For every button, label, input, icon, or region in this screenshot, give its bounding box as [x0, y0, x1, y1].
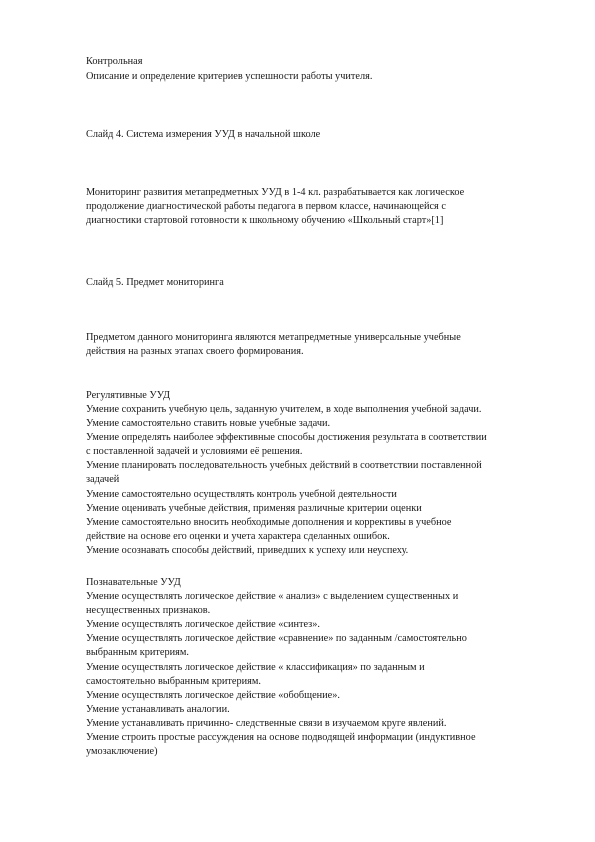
document-title: Контрольная	[86, 56, 143, 67]
regulatory-heading: Регулятивные УУД	[86, 390, 170, 401]
regulatory-line: Умение планировать последовательность учебных действий в соответствии поставленной	[86, 460, 482, 471]
slide5-paragraph-line: Предметом данного мониторинга являются метапредметные универсальные учебные	[86, 332, 461, 343]
slide4-paragraph-line: диагностики стартовой готовности к школьному обучению «Школьный старт»[1]	[86, 215, 444, 226]
regulatory-line: Умение определять наиболее эффективные способы достижения результата в соответствии	[86, 432, 487, 443]
regulatory-line: Умение осознавать способы действий, приведших к успеху или неуспеху.	[86, 545, 409, 556]
slide4-paragraph-line: Мониторинг развития метапредметных УУД в 1-4 кл. разрабатывается как логическое	[86, 187, 465, 198]
slide5-heading: Слайд 5. Предмет мониторинга	[86, 277, 224, 288]
regulatory-line: действие на основе его оценки и учета характера сделанных ошибок.	[86, 531, 390, 542]
cognitive-line: несущественных признаков.	[86, 605, 211, 616]
cognitive-line: Умение устанавливать причинно- следственные связи в изучаемом круге явлений.	[86, 718, 447, 729]
slide5-paragraph-line: действия на разных этапах своего формирования.	[86, 346, 304, 357]
regulatory-line: Умение сохранить учебную цель, заданную учителем, в ходе выполнения учебной задачи.	[86, 404, 482, 415]
regulatory-line: с поставленной задачей и условиями её решения.	[86, 446, 303, 457]
document-subtitle: Описание и определение критериев успешности работы учителя.	[86, 71, 373, 82]
regulatory-line: Умение самостоятельно осуществлять контроль учебной деятельности	[86, 489, 397, 500]
regulatory-line: Умение самостоятельно вносить необходимые дополнения и коррективы в учебное	[86, 517, 452, 528]
slide4-paragraph-line: продолжение диагностической работы педагога в первом классе, начинающейся с	[86, 201, 446, 212]
regulatory-line: Умение самостоятельно ставить новые учебные задачи.	[86, 418, 331, 429]
cognitive-line: Умение осуществлять логическое действие « классификация» по заданным и	[86, 662, 425, 673]
cognitive-line: Умение строить простые рассуждения на основе подводящей информации (индуктивное	[86, 732, 476, 743]
cognitive-line: умозаключение)	[86, 746, 158, 757]
regulatory-line: задачей	[86, 474, 120, 485]
cognitive-line: Умение устанавливать аналогии.	[86, 704, 230, 715]
regulatory-line: Умение оценивать учебные действия, применяя различные критерии оценки	[86, 503, 422, 514]
cognitive-line: самостоятельно выбранным критериям.	[86, 676, 261, 687]
cognitive-line: Умение осуществлять логическое действие «обобщение».	[86, 690, 340, 701]
cognitive-line: Умение осуществлять логическое действие «сравнение» по заданным /самостоятельно	[86, 633, 467, 644]
cognitive-line: Умение осуществлять логическое действие «синтез».	[86, 619, 320, 630]
cognitive-line: Умение осуществлять логическое действие « анализ» с выделением существенных и	[86, 591, 459, 602]
cognitive-heading: Познавательные УУД	[86, 577, 181, 588]
slide4-heading: Слайд 4. Система измерения УУД в начальной школе	[86, 129, 321, 140]
cognitive-line: выбранным критериям.	[86, 647, 189, 658]
